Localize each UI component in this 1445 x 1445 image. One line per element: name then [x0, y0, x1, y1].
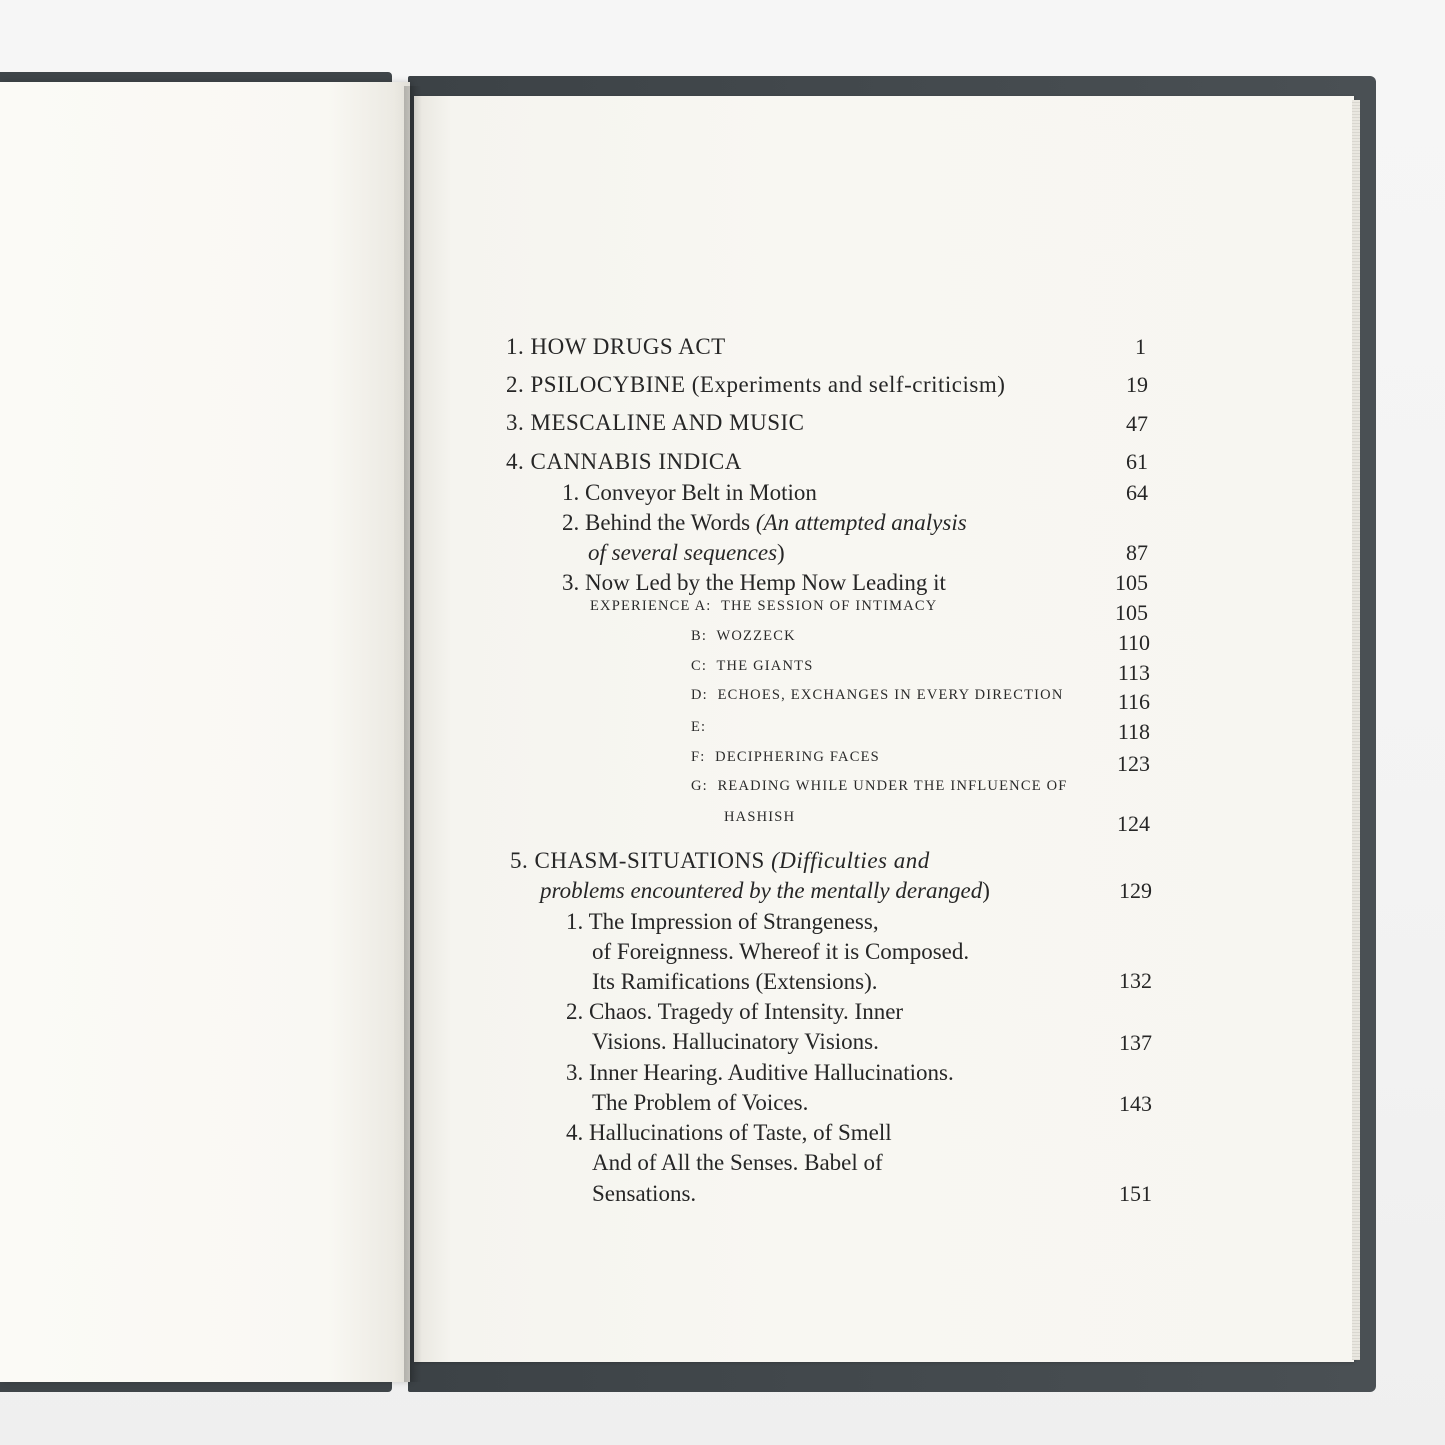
toc-section-5-4-line2: And of All the Senses. Babel of	[592, 1150, 883, 1175]
page-edge	[1352, 100, 1360, 1360]
experience-title: THE GIANTS	[716, 658, 814, 674]
section-title: Behind the Words	[585, 510, 751, 535]
toc-section-4-1	[562, 481, 817, 504]
toc-experience-g	[691, 779, 1068, 794]
toc-section-4-3	[562, 571, 946, 594]
experience-title-cont: HASHISH	[724, 809, 796, 825]
toc-chapter-5-cont	[540, 879, 990, 902]
section-subtitle: (An attempted analysis	[755, 510, 967, 535]
toc-section-5-3	[566, 1061, 954, 1084]
toc-experience-d	[691, 688, 1064, 703]
section-number: 4.	[566, 1120, 584, 1145]
toc-section-4-2	[562, 511, 967, 534]
toc-section-4-2-cont	[588, 541, 785, 564]
toc-page-number: 123	[1117, 751, 1150, 776]
chapter-subtitle: (Difficulties and	[771, 848, 930, 873]
section-number: 2.	[566, 999, 584, 1024]
experience-label: G:	[691, 778, 708, 794]
chapter-title: CHASM-SITUATIONS	[534, 848, 765, 873]
experience-label: EXPERIENCE A:	[590, 598, 712, 614]
toc-chapter-3	[506, 411, 805, 434]
chapter-number: 2.	[506, 372, 525, 397]
toc-experience-c	[691, 659, 813, 674]
chapter-title: CANNABIS INDICA	[530, 449, 742, 474]
toc-experience-e	[691, 720, 711, 735]
paren-close: )	[982, 878, 990, 903]
experience-title: WOZZECK	[716, 628, 796, 644]
experience-label: B:	[691, 628, 708, 644]
toc-page-number: 151	[1119, 1181, 1152, 1206]
chapter-subtitle-cont: problems encountered by the mentally deranged	[540, 878, 983, 903]
toc-section-5-4	[566, 1121, 892, 1144]
chapter-number: 3.	[506, 410, 525, 435]
experience-label: D:	[691, 687, 708, 703]
right-page	[414, 96, 1354, 1362]
section-title: Hallucinations of Taste, of Smell	[589, 1120, 892, 1145]
toc-section-5-1-line3: Its Ramifications (Extensions).	[592, 969, 878, 994]
experience-label: F:	[691, 749, 706, 765]
toc-page-number: 61	[1126, 449, 1148, 474]
left-page	[0, 82, 410, 1382]
toc-page-number: 64	[1126, 480, 1148, 505]
toc-experience-g-cont	[724, 810, 795, 825]
experience-title: DECIPHERING FACES	[715, 749, 880, 765]
toc-experience-f	[691, 750, 880, 765]
section-number: 3.	[566, 1060, 584, 1085]
section-number: 2.	[562, 510, 580, 535]
toc-section-5-3-line2: The Problem of Voices.	[592, 1090, 809, 1115]
toc-page-number: 87	[1126, 540, 1148, 565]
section-title: Chaos. Tragedy of Intensity. Inner	[589, 999, 904, 1024]
toc-section-5-4-line3: Sensations.	[592, 1181, 697, 1206]
toc-page-number: 132	[1119, 968, 1152, 993]
section-title: Now Led by the Hemp Now Leading it	[585, 570, 946, 595]
toc-page-number: 1	[1135, 334, 1146, 359]
toc-page-number: 110	[1117, 630, 1150, 655]
toc-page-number: 105	[1115, 600, 1148, 625]
chapter-title: MESCALINE AND MUSIC	[530, 410, 805, 435]
experience-title: THE SESSION OF INTIMACY	[720, 598, 938, 614]
section-subtitle-cont: of several sequences	[588, 540, 778, 565]
toc-page-number: 113	[1117, 660, 1150, 685]
section-title: Conveyor Belt in Motion	[585, 480, 817, 505]
experience-label: E:	[691, 719, 707, 735]
toc-page-number: 137	[1119, 1030, 1152, 1055]
gutter-shadow	[404, 86, 422, 1382]
chapter-number: 5.	[510, 848, 529, 873]
toc-chapter-2	[506, 373, 1005, 396]
paren-close: )	[777, 540, 785, 565]
toc-page-number: 105	[1115, 570, 1148, 595]
section-title: Inner Hearing. Auditive Hallucinations.	[589, 1060, 954, 1085]
section-number: 1.	[566, 909, 584, 934]
chapter-subtitle: (Experiments and self-criticism)	[691, 372, 1006, 397]
chapter-title: PSILOCYBINE	[530, 372, 686, 397]
toc-page-number: 143	[1119, 1091, 1152, 1116]
toc-section-5-2	[566, 1000, 903, 1023]
toc-experience-a	[590, 599, 937, 614]
section-number: 3.	[562, 570, 580, 595]
toc-page-number: 124	[1117, 811, 1150, 836]
toc-section-5-2-line2: Visions. Hallucinatory Visions.	[592, 1029, 879, 1054]
toc-chapter-5	[510, 849, 930, 872]
toc-chapter-4	[506, 450, 742, 473]
chapter-title: HOW DRUGS ACT	[530, 334, 726, 359]
toc-page-number: 118	[1117, 719, 1150, 744]
chapter-number: 1.	[506, 334, 525, 359]
toc-page-number: 19	[1126, 372, 1148, 397]
section-number: 1.	[562, 480, 580, 505]
toc-section-5-1	[566, 910, 879, 933]
toc-page-number: 129	[1119, 878, 1152, 903]
toc-page-number: 116	[1117, 689, 1150, 714]
toc-page-number: 47	[1126, 411, 1148, 436]
experience-title: READING WHILE UNDER THE INFLUENCE OF	[717, 778, 1068, 794]
section-title: The Impression of Strangeness,	[588, 909, 879, 934]
toc-section-5-1-line2: of Foreignness. Whereof it is Composed.	[592, 939, 970, 964]
toc-chapter-1	[506, 335, 726, 358]
toc-experience-b	[691, 629, 796, 644]
chapter-number: 4.	[506, 449, 525, 474]
experience-label: C:	[691, 658, 708, 674]
experience-title: ECHOES, EXCHANGES IN EVERY DIRECTION	[717, 687, 1064, 703]
